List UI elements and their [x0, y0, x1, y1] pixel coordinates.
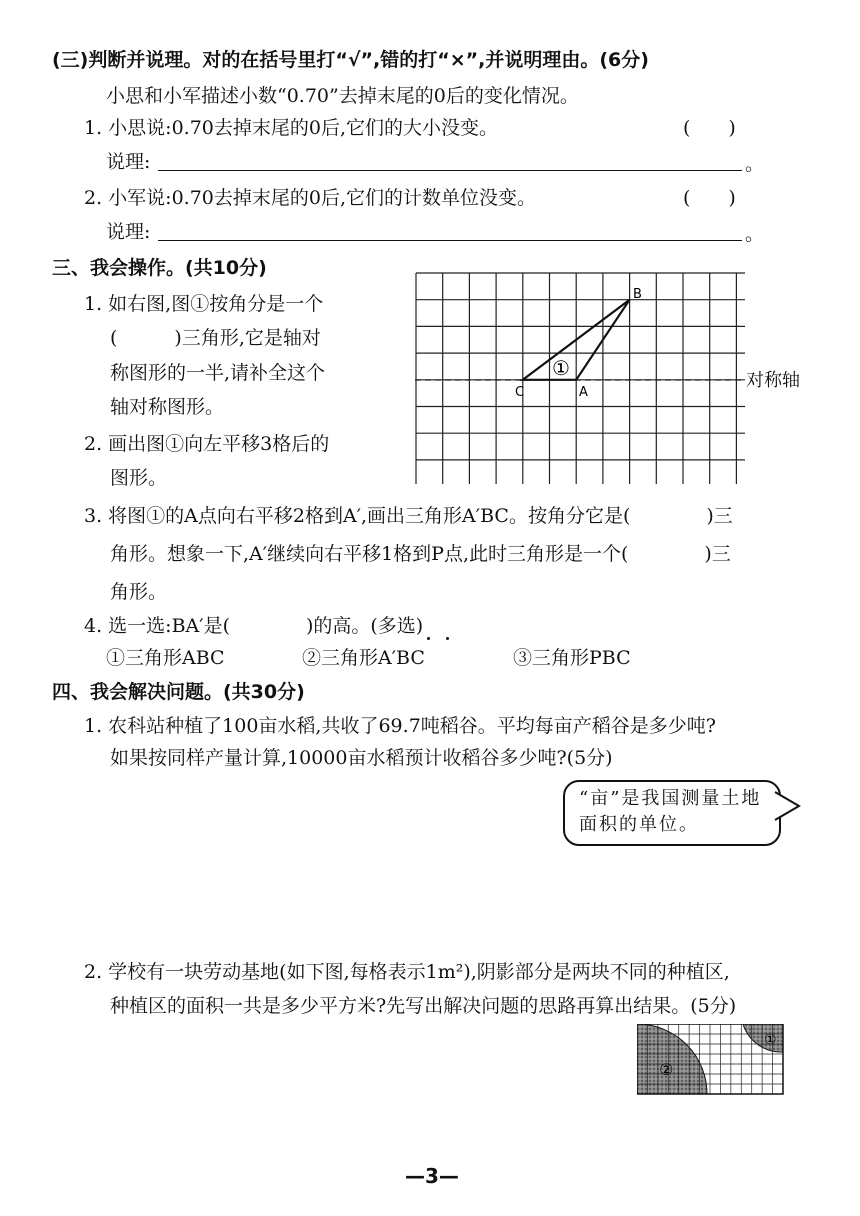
op-question-1-line-1: 1. 如右图,图①按角分是一个	[84, 293, 324, 315]
question-1: 1. 小思说:0.70去掉末尾的0后,它们的大小没变。	[84, 117, 499, 139]
op-question-3-line-2: 角形。想象一下,A′继续向右平移1格到P点,此时三角形是一个( )三	[110, 543, 731, 565]
grid-figure[interactable]	[415, 272, 745, 484]
speech-bubble	[563, 780, 781, 846]
bubble-tail	[773, 790, 803, 824]
op-question-1-line-2: ( )三角形,它是轴对	[110, 327, 321, 349]
problem-2-line-2: 种植区的面积一共是多少平方米?先写出解决问题的思路再算出结果。(5分)	[110, 995, 737, 1017]
op-question-2-line-1: 2. 画出图①向左平移3格后的	[84, 433, 330, 455]
problem-1-line-1: 1. 农科站种植了100亩水稻,共收了69.7吨稻谷。平均每亩产稻谷是多少吨?	[84, 715, 716, 737]
answer-paren-1[interactable]: ( )	[683, 117, 736, 139]
intro-text: 小思和小军描述小数“0.70”去掉末尾的0后的变化情况。	[106, 85, 579, 107]
point-A-label: A	[579, 385, 588, 400]
op-question-4: 4. 选一选:BA′是( )的高。(多选)	[84, 615, 424, 637]
option-2[interactable]: ②三角形A′BC	[302, 647, 425, 669]
period-2: 。	[745, 223, 765, 245]
op-question-3-line-1: 3. 将图①的A点向右平移2格到A′,画出三角形A′BC。按角分它是( )三	[84, 505, 733, 527]
op-question-1-line-4: 轴对称图形。	[110, 396, 225, 418]
option-1[interactable]: ①三角形ABC	[106, 647, 225, 669]
point-B-label: B	[633, 287, 642, 302]
grid-lines	[416, 273, 745, 484]
emphasis-dot	[427, 637, 430, 640]
op-question-3-line-3: 角形。	[110, 581, 168, 603]
op-question-2-line-2: 图形。	[110, 467, 168, 489]
region-1-label: ①	[764, 1032, 777, 1048]
subsection-title: (三)判断并说理。对的在括号里打“√”,错的打“×”,并说明理由。(6分)	[52, 49, 649, 71]
explain-label-2: 说理:	[106, 221, 151, 243]
shape-label: ①	[552, 356, 570, 380]
planting-region-1	[743, 1024, 783, 1052]
option-3[interactable]: ③三角形PBC	[513, 647, 631, 669]
emphasis-dot	[446, 637, 449, 640]
bubble-text: “亩”是我国测量土地面积的单位。	[579, 788, 762, 835]
section-title: 三、我会操作。(共10分)	[52, 257, 267, 279]
answer-line-2[interactable]	[158, 240, 742, 241]
point-C-label: C	[515, 385, 525, 400]
problem-1-line-2: 如果按同样产量计算,10000亩水稻预计收稻谷多少吨?(5分)	[110, 747, 613, 769]
section-title: 四、我会解决问题。(共30分)	[52, 681, 305, 703]
answer-paren-2[interactable]: ( )	[683, 187, 736, 209]
region-2-label: ②	[659, 1060, 674, 1079]
period-1: 。	[745, 153, 765, 175]
symmetry-axis-label: 对称轴	[746, 370, 800, 391]
page-number: —3—	[405, 1164, 459, 1188]
op-question-1-line-3: 称图形的一半,请补全这个	[110, 362, 326, 384]
problem-2-line-1: 2. 学校有一块劳动基地(如下图,每格表示1m²),阴影部分是两块不同的种植区,	[84, 961, 730, 983]
labor-base-figure	[637, 1024, 787, 1096]
explain-label-1: 说理:	[106, 151, 151, 173]
question-2: 2. 小军说:0.70去掉末尾的0后,它们的计数单位没变。	[84, 187, 537, 209]
answer-line-1[interactable]	[158, 170, 742, 171]
